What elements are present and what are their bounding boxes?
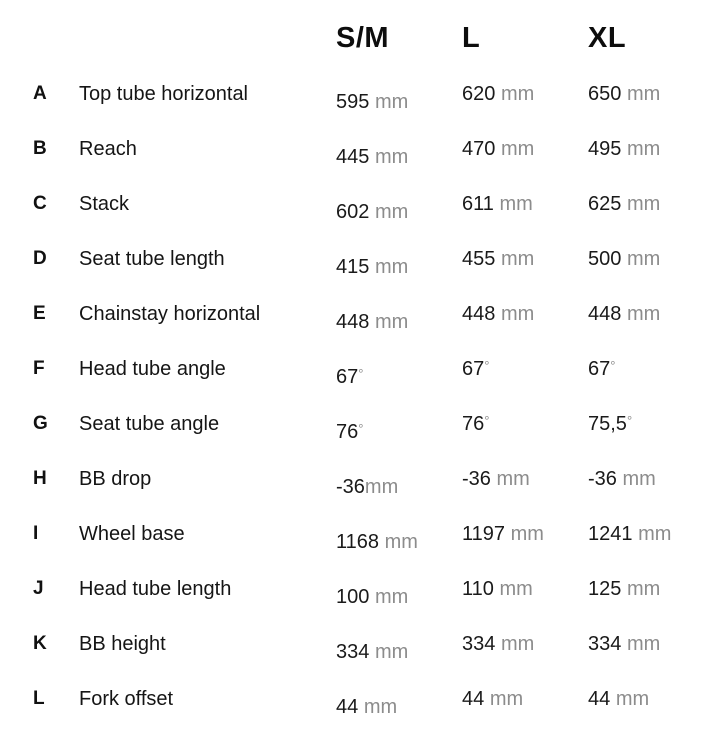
value-unit: mm	[626, 303, 661, 325]
table-row	[0, 358, 707, 408]
value-number: 67	[462, 358, 485, 380]
row-letter: G	[33, 413, 48, 434]
value-number: 76	[336, 421, 359, 443]
value-number: 455	[462, 248, 496, 270]
row-label: Top tube horizontal	[79, 83, 249, 105]
value-cell-xl	[588, 193, 660, 216]
value-number: 44	[588, 688, 611, 710]
value-unit: °	[610, 358, 616, 373]
value-unit: mm	[510, 523, 544, 545]
value-number: 334	[462, 633, 496, 655]
row-letter: H	[33, 468, 47, 489]
value-unit: mm	[615, 688, 650, 710]
value-unit: mm	[500, 303, 535, 325]
value-unit: mm	[374, 91, 409, 113]
row-label: Wheel base	[79, 523, 185, 545]
row-letter: J	[33, 578, 44, 599]
value-cell-xl	[588, 248, 660, 271]
value-unit: mm	[626, 193, 661, 215]
value-unit: mm	[626, 578, 661, 600]
value-number: 611	[462, 193, 494, 215]
value-unit: mm	[500, 633, 535, 655]
value-unit: mm	[626, 248, 661, 270]
value-unit: mm	[499, 193, 533, 215]
value-cell-sm	[336, 531, 418, 554]
value-number: 448	[588, 303, 622, 325]
row-letter: C	[33, 193, 47, 214]
size-header-sm: S/M	[336, 22, 390, 54]
value-cell-sm	[336, 476, 398, 499]
table-row	[0, 303, 707, 353]
row-label: BB drop	[79, 468, 152, 490]
row-label: Seat tube length	[79, 248, 225, 270]
value-cell-l	[462, 688, 523, 711]
value-cell-sm	[336, 201, 408, 224]
value-cell-sm	[336, 586, 408, 609]
value-unit: °	[358, 366, 364, 381]
value-unit: mm	[626, 83, 661, 105]
value-cell-sm	[336, 91, 408, 114]
row-letter: B	[33, 138, 47, 159]
value-cell-sm	[336, 366, 363, 389]
size-header-xl: XL	[588, 22, 627, 54]
value-cell-sm	[336, 421, 363, 444]
value-cell-l	[462, 138, 534, 161]
row-label: Chainstay horizontal	[79, 303, 261, 325]
row-label: Fork offset	[79, 688, 174, 710]
value-number: 110	[462, 578, 494, 600]
value-unit: °	[626, 413, 633, 428]
row-letter: F	[33, 358, 45, 379]
value-cell-xl	[588, 578, 660, 601]
value-number: 125	[588, 578, 622, 600]
value-number: 1241	[588, 523, 633, 545]
value-cell-xl	[588, 523, 671, 546]
row-label: BB height	[79, 633, 166, 655]
value-unit: mm	[500, 138, 535, 160]
value-cell-l	[462, 523, 544, 546]
value-cell-xl	[588, 138, 660, 161]
value-cell-l	[462, 578, 533, 601]
value-unit: mm	[489, 688, 524, 710]
value-cell-xl	[588, 303, 660, 326]
value-cell-sm	[336, 311, 408, 334]
table-row	[0, 413, 707, 463]
value-number: -36	[462, 468, 491, 490]
row-label: Stack	[79, 193, 130, 215]
value-unit: mm	[374, 311, 409, 333]
value-number: 76	[462, 413, 485, 435]
value-unit: °	[484, 413, 490, 428]
table-row	[0, 688, 707, 738]
value-number: 415	[336, 256, 370, 278]
value-cell-l	[462, 468, 530, 491]
value-number: 625	[588, 193, 622, 215]
value-number: 1168	[336, 531, 380, 553]
table-row	[0, 83, 707, 133]
value-number: 44	[462, 688, 485, 710]
value-unit: mm	[374, 641, 409, 663]
value-unit: mm	[499, 578, 533, 600]
table-row	[0, 248, 707, 298]
value-number: 100	[336, 586, 370, 608]
value-unit: mm	[626, 138, 661, 160]
value-number: 448	[336, 311, 370, 333]
row-label: Head tube angle	[79, 358, 226, 380]
value-unit: mm	[374, 201, 409, 223]
value-cell-sm	[336, 641, 408, 664]
value-cell-sm	[336, 256, 408, 279]
value-number: -36	[588, 468, 617, 490]
value-number: 448	[462, 303, 496, 325]
value-cell-xl	[588, 413, 632, 436]
row-letter: A	[33, 83, 47, 104]
value-cell-l	[462, 248, 534, 271]
value-unit: mm	[622, 468, 656, 490]
value-unit: mm	[363, 696, 398, 718]
value-number: 620	[462, 83, 496, 105]
value-number: 650	[588, 83, 622, 105]
value-unit: mm	[384, 531, 418, 553]
value-cell-l	[462, 193, 533, 216]
value-number: 500	[588, 248, 622, 270]
table-row	[0, 193, 707, 243]
value-cell-l	[462, 633, 534, 656]
value-cell-l	[462, 358, 489, 381]
value-cell-xl	[588, 358, 615, 381]
value-cell-xl	[588, 688, 649, 711]
value-number: 602	[336, 201, 370, 223]
table-row	[0, 523, 707, 573]
value-number: 67	[588, 358, 611, 380]
value-cell-sm	[336, 146, 408, 169]
row-label: Head tube length	[79, 578, 232, 600]
table-row	[0, 578, 707, 628]
row-label: Reach	[79, 138, 137, 160]
row-letter: L	[33, 688, 45, 709]
value-unit: mm	[374, 586, 409, 608]
row-label: Seat tube angle	[79, 413, 220, 435]
value-number: -36	[336, 476, 365, 498]
value-unit: °	[358, 421, 364, 436]
value-unit: mm	[638, 523, 672, 545]
value-number: 44	[336, 696, 359, 718]
value-unit: °	[484, 358, 490, 373]
row-letter: E	[33, 303, 46, 324]
row-letter: I	[33, 523, 39, 544]
value-number: 75,5	[588, 413, 627, 435]
value-number: 470	[462, 138, 496, 160]
row-letter: D	[33, 248, 47, 269]
table-row	[0, 138, 707, 188]
value-cell-l	[462, 83, 534, 106]
value-unit: mm	[626, 633, 661, 655]
value-number: 1197	[462, 523, 506, 545]
value-number: 67	[336, 366, 359, 388]
table-row	[0, 633, 707, 683]
value-unit: mm	[496, 468, 530, 490]
value-number: 445	[336, 146, 370, 168]
value-cell-l	[462, 303, 534, 326]
value-unit: mm	[374, 256, 409, 278]
value-unit: mm	[500, 248, 535, 270]
value-cell-sm	[336, 696, 397, 719]
value-cell-xl	[588, 468, 656, 491]
value-cell-l	[462, 413, 489, 436]
value-number: 495	[588, 138, 622, 160]
value-number: 334	[336, 641, 370, 663]
value-cell-xl	[588, 83, 660, 106]
value-cell-xl	[588, 633, 660, 656]
size-header-l: L	[462, 22, 481, 54]
value-unit: mm	[364, 476, 399, 498]
table-row	[0, 468, 707, 518]
value-unit: mm	[374, 146, 409, 168]
size-header-row	[0, 22, 707, 62]
value-unit: mm	[500, 83, 535, 105]
row-letter: K	[33, 633, 47, 654]
value-number: 595	[336, 91, 370, 113]
value-number: 334	[588, 633, 622, 655]
